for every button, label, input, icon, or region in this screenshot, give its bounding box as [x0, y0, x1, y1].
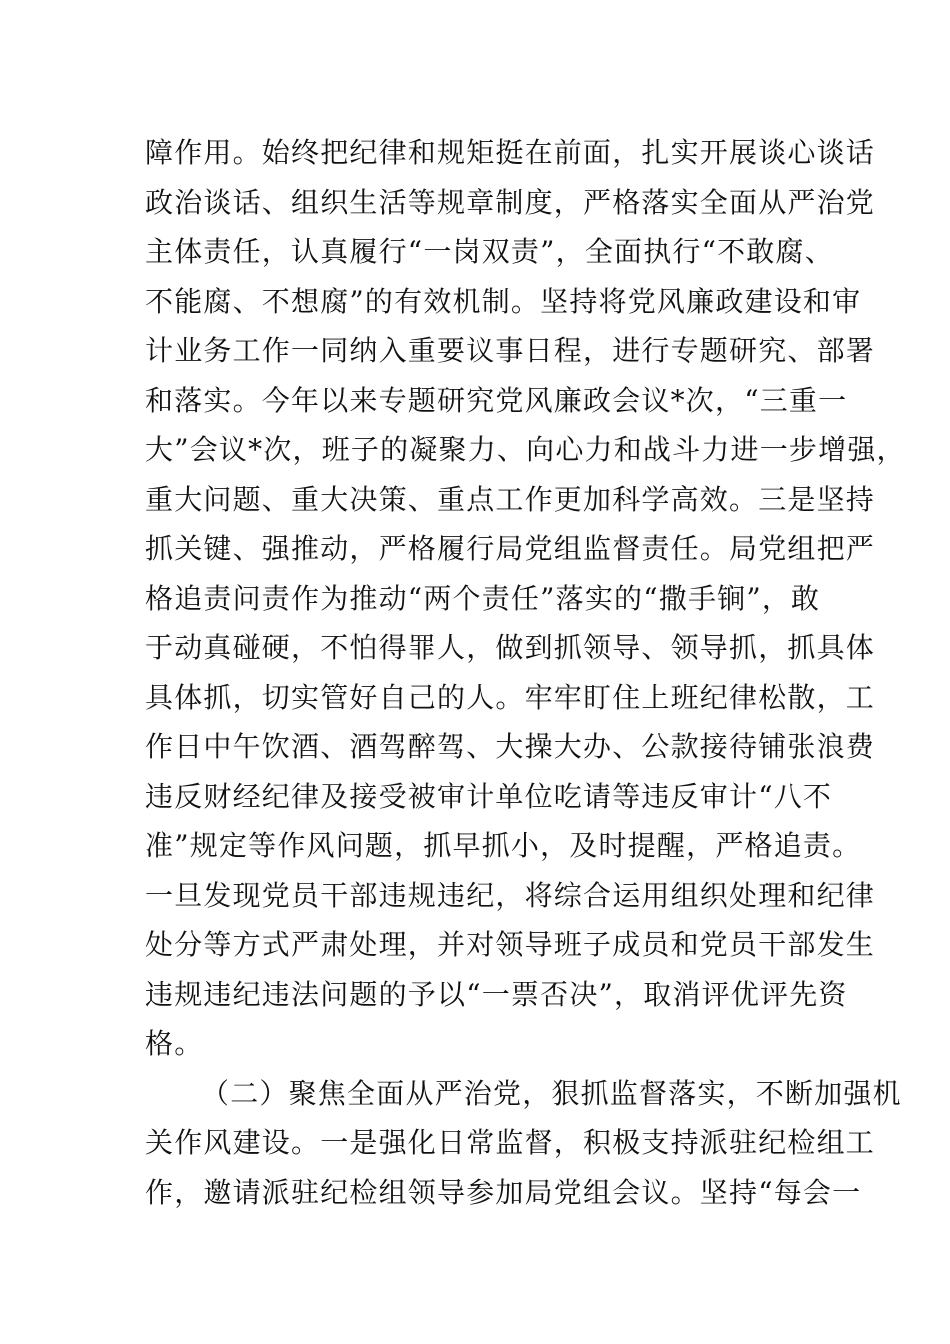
text-line: 作日中午饮酒、酒驾醉驾、大操大办、公款接待铺张浪费	[145, 730, 876, 763]
text-line: 于动真碰硬，不怕得罪人，做到抓领导、领导抓，抓具体	[145, 631, 876, 664]
text-line: 格追责问责作为推动“两个责任”落实的“撒手锏”，敢	[145, 581, 821, 615]
text-line: 准”规定等作风问题，抓早抓小，及时提醒，严格追责。	[145, 829, 862, 862]
text-line: 关作风建设。一是强化日常监督，积极支持派驻纪检组工	[145, 1126, 876, 1159]
text-line: 格。	[145, 1027, 204, 1060]
text-line: 大”会议*次，班子的凝聚力、向心力和战斗力进一步增强，	[145, 433, 906, 466]
text-line: 处分等方式严肃处理，并对领导班子成员和党员干部发生	[145, 928, 876, 961]
text-line: 障作用。始终把纪律和规矩挺在前面，扎实开展谈心谈话	[145, 136, 876, 169]
text-line: 抓关键、强推动，严格履行局党组监督责任。局党组把严	[145, 532, 876, 565]
text-line: 违规违纪违法问题的予以“一票否决”，取消评优评先资	[145, 977, 848, 1011]
text-line: 具体抓，切实管好自己的人。牢牢盯住上班纪律松散，工	[145, 680, 876, 714]
text-line: 政治谈话、组织生活等规章制度，严格落实全面从严治党	[145, 185, 876, 219]
body-text	[145, 128, 906, 1217]
text-line: 重大问题、重大决策、重点工作更加科学高效。三是坚持	[145, 482, 876, 516]
text-line: 主体责任，认真履行“一岗双责”，全面执行“不敢腐、	[145, 235, 834, 268]
text-line: 计业务工作一同纳入重要议事日程，进行专题研究、部署	[145, 334, 876, 367]
text-line: 作，邀请派驻纪检组领导参加局党组会议。坚持“每会一	[145, 1175, 862, 1209]
text-line: 一旦发现党员干部违规违纪，将综合运用组织处理和纪律	[145, 878, 876, 912]
text-line: 和落实。今年以来专题研究党风廉政会议*次，“三重一	[145, 383, 848, 417]
text-line: 违反财经纪律及接受被审计单位吃请等违反审计“八不	[145, 779, 833, 813]
text-line: 不能腐、不想腐”的有效机制。坚持将党风廉政建设和审	[145, 284, 862, 318]
text-line: （二）聚焦全面从严治党，狠抓监督落实，不断加强机	[201, 1076, 902, 1110]
